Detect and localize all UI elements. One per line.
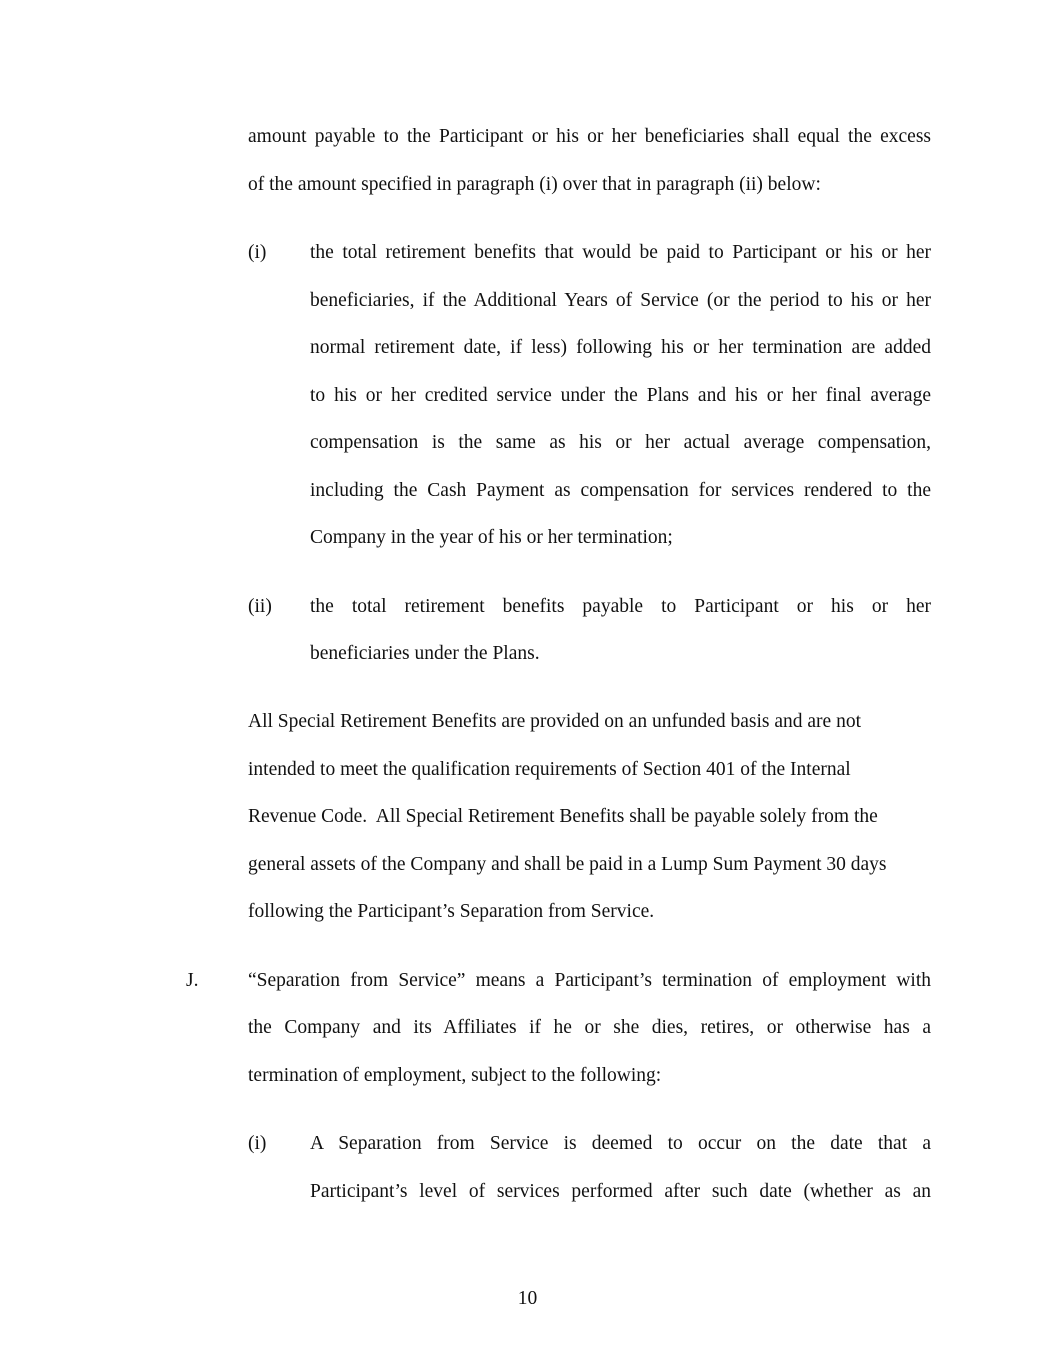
item-j-i-line-1: A Separation from Service is deemed to occur on the date that a <box>310 1133 931 1154</box>
section-j-line-1: “Separation from Service” means a Participant’s termination of employment with <box>248 970 931 991</box>
intro-line-2: of the amount specified in paragraph (i) over that in paragraph (ii) below: <box>248 174 821 195</box>
intro-line-1: amount payable to the Participant or his or her beneficiaries shall equal the excess <box>248 126 931 147</box>
item-i-line-2: beneficiaries, if the Additional Years of Service (or the period to his or her <box>310 290 931 311</box>
unfunded-line-3: Revenue Code. All Special Retirement Benefits shall be payable solely from the <box>248 806 878 827</box>
item-i-number: (i) <box>248 242 267 263</box>
item-i-line-3: normal retirement date, if less) following his or her termination are added <box>310 337 931 358</box>
section-j-line-3: termination of employment, subject to the following: <box>248 1065 662 1086</box>
item-ii-number: (ii) <box>248 596 272 617</box>
item-i-line-7: Company in the year of his or her termination; <box>310 527 673 548</box>
item-i-line-4: to his or her credited service under the Plans and his or her final average <box>310 385 931 406</box>
section-j-letter: J. <box>186 970 199 991</box>
unfunded-line-4: general assets of the Company and shall be paid in a Lump Sum Payment 30 days <box>248 854 887 875</box>
item-i-line-6: including the Cash Payment as compensation for services rendered to the <box>310 480 931 501</box>
section-j-line-2: the Company and its Affiliates if he or she dies, retires, or otherwise has a <box>248 1017 931 1038</box>
unfunded-line-2: intended to meet the qualification requirements of Section 401 of the Internal <box>248 759 851 780</box>
item-j-i-number: (i) <box>248 1133 267 1154</box>
unfunded-line-1: All Special Retirement Benefits are provided on an unfunded basis and are not <box>248 711 861 732</box>
page-number: 10 <box>517 1288 538 1309</box>
item-ii-line-2: beneficiaries under the Plans. <box>310 643 540 664</box>
item-j-i-line-2: Participant’s level of services performed after such date (whether as an <box>310 1181 931 1202</box>
item-i-line-5: compensation is the same as his or her actual average compensation, <box>310 432 931 453</box>
item-ii-line-1: the total retirement benefits payable to Participant or his or her <box>310 596 931 617</box>
unfunded-line-5: following the Participant’s Separation from Service. <box>248 901 655 922</box>
item-i-line-1: the total retirement benefits that would be paid to Participant or his or her <box>310 242 931 263</box>
